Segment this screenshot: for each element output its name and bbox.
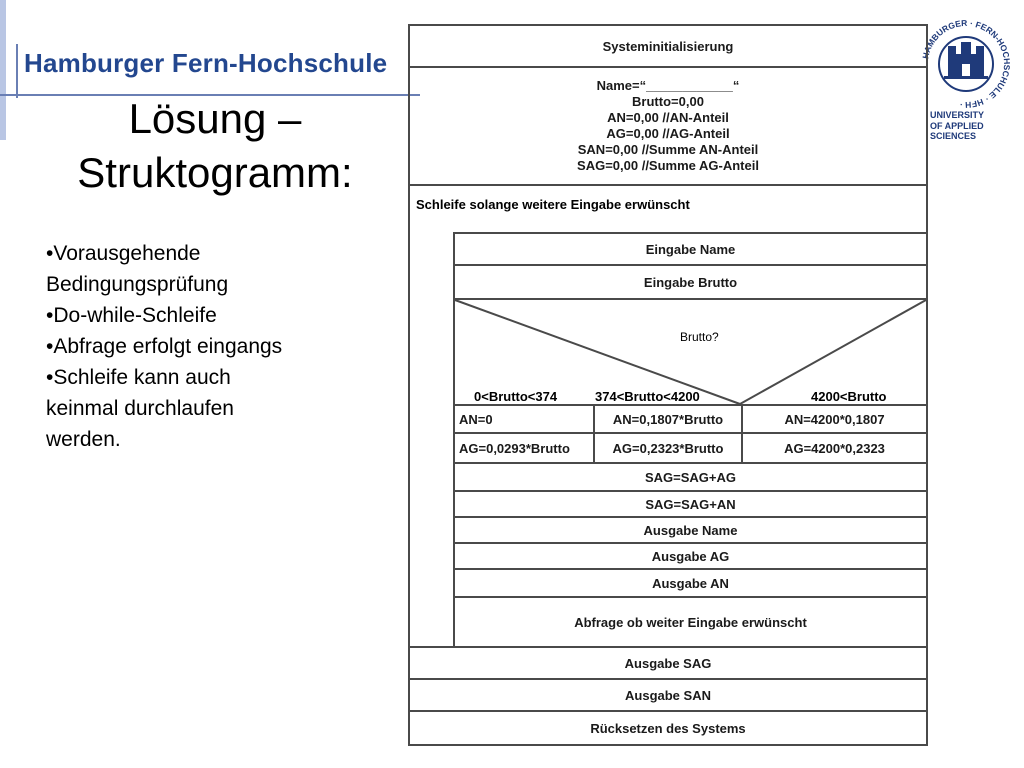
final-ruecksetzen [408,710,928,746]
bullet-item: •Abfrage erfolgt eingangs [46,335,283,358]
final-ausgabe-sag [408,646,928,680]
case-1-ag-text: AG=0,0293*Brutto [459,440,570,456]
logo-caption-line-1: UNIVERSITY [930,110,985,120]
step-text: SAG=SAG+AG [644,469,737,485]
final-ausgabe-san [408,678,928,712]
eingabe-brutto: Eingabe Brutto [643,274,738,290]
case-3-ag [741,432,928,464]
step-ausgabe-ag [453,542,928,570]
case-2-ag-text: AG=0,2323*Brutto [612,440,724,456]
final-text: Ausgabe SAN [625,687,711,703]
init-line: SAN=0,00 //Summe AN-Anteil [577,142,759,157]
step-text: SAG=SAG+AN [645,496,736,512]
step-sag-ag [453,462,928,492]
final-text: Rücksetzen des Systems [590,720,746,736]
logo-caption-line-2: OF APPLIED SCIENCES [930,121,984,141]
case-condition-1: 0<Brutto<374 [474,389,558,404]
step-ausgabe-name [453,516,928,544]
bullet-item: •Vorausgehende Bedingungsprüfung [46,242,229,296]
case-3-an [741,404,928,434]
case-2-an-text: AN=0,1807*Brutto [612,411,724,427]
logo-ring-text: HAMBURGER · FERN-HOCHSCHULE · HFH · [920,17,1013,111]
bullet-item: •Schleife kann auch keinmal durchlaufen werden. [46,366,234,451]
decision-question: Brutto? [680,330,719,344]
case-1-an [453,404,595,434]
case-condition-3: 4200<Brutto [811,389,887,404]
case-3-an-text: AN=4200*0,1807 [784,411,885,427]
step-text: Abfrage ob weiter Eingabe erwünscht [574,614,807,630]
loop-label: Schleife solange weitere Eingabe erwünscht [416,197,690,212]
step-abfrage [453,596,928,648]
init-title: Systeminitialisierung [602,38,734,54]
init-line: SAG=0,00 //Summe AG-Anteil [577,158,759,173]
init-line: AG=0,00 //AG-Anteil [606,126,730,141]
case-condition-2: 374<Brutto<4200 [595,389,700,404]
slide-title-line-2: Struktogramm: [77,149,353,196]
eingabe-name: Eingabe Name [645,241,736,257]
step-text: Ausgabe Name [643,522,738,538]
init-line: Brutto=0,00 [632,94,704,109]
case-2-an [593,404,743,434]
case-3-ag-text: AG=4200*0,2323 [784,440,885,456]
brand-name: Hamburger Fern-Hochschule [24,48,388,78]
init-line: AN=0,00 //AN-Anteil [607,110,729,125]
case-2-ag [593,432,743,464]
step-sag-an [453,490,928,518]
case-1-ag [453,432,595,464]
init-line: Name=“____________“ [596,78,740,93]
step-ausgabe-an [453,568,928,598]
step-text: Ausgabe AN [652,575,729,591]
slide-title-line-1: Lösung – [128,95,302,142]
case-1-an-text: AN=0 [459,411,493,427]
bullet-item: •Do-while-Schleife [46,304,217,327]
step-text: Ausgabe AG [651,548,730,564]
final-text: Ausgabe SAG [624,655,712,671]
